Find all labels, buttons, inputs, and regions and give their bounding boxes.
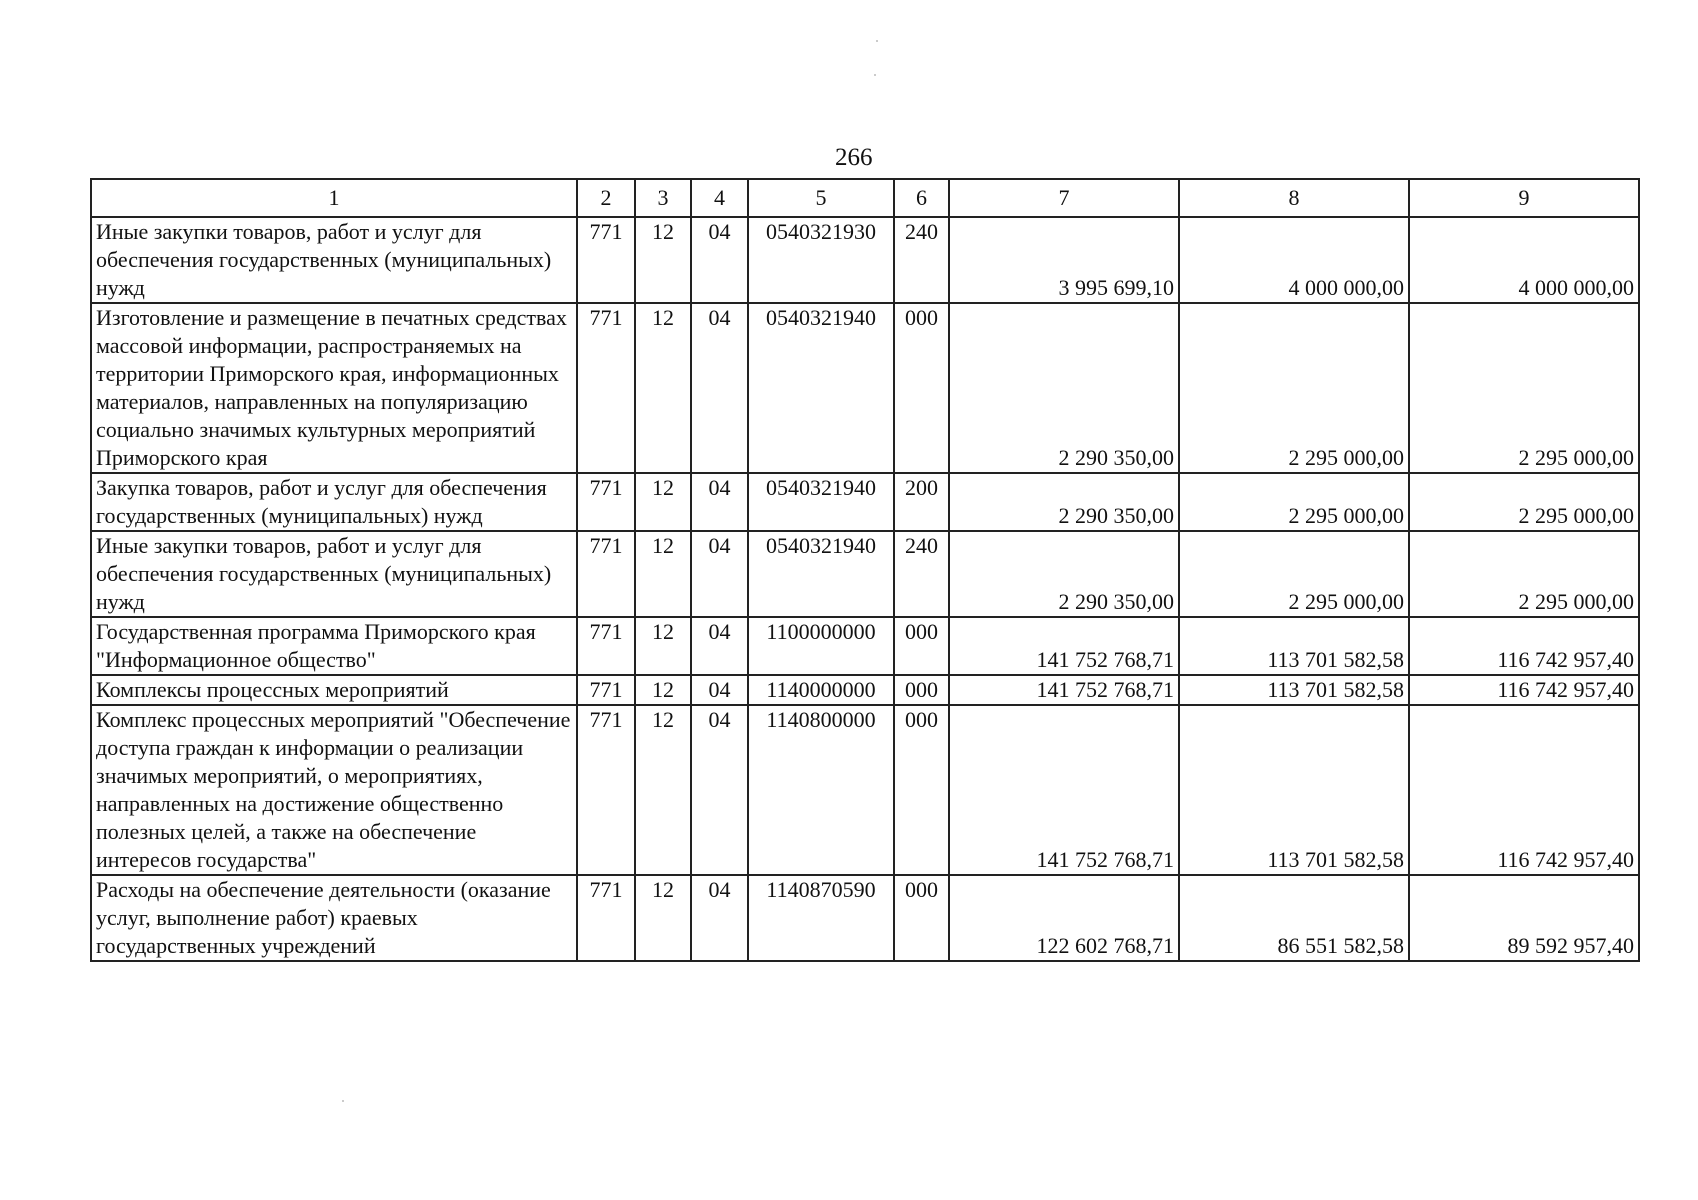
amount-col-9: 89 592 957,40 — [1409, 875, 1639, 961]
amount-col-8: 2 295 000,00 — [1179, 473, 1409, 531]
header-cell: 1 — [91, 179, 577, 217]
row-description: Иные закупки товаров, работ и услуг для обеспечения государственных (муниципальных) нужд — [91, 217, 577, 303]
budget-code-3: 12 — [635, 675, 691, 705]
table-row — [91, 217, 1639, 303]
scan-speck — [874, 74, 876, 76]
table-row — [91, 617, 1639, 675]
table-row — [91, 531, 1639, 617]
header-cell: 4 — [691, 179, 748, 217]
amount-col-7: 141 752 768,71 — [949, 705, 1179, 875]
budget-code-2: 771 — [577, 705, 635, 875]
amount-col-8: 2 295 000,00 — [1179, 531, 1409, 617]
amount-col-8: 113 701 582,58 — [1179, 617, 1409, 675]
table-row — [91, 875, 1639, 961]
amount-col-9: 2 295 000,00 — [1409, 473, 1639, 531]
expense-type-code: 000 — [894, 875, 949, 961]
budget-code-3: 12 — [635, 217, 691, 303]
amount-col-8: 2 295 000,00 — [1179, 303, 1409, 473]
target-article-code: 1140000000 — [748, 675, 894, 705]
target-article-code: 0540321940 — [748, 303, 894, 473]
table-row — [91, 705, 1639, 875]
row-description: Комплексы процессных мероприятий — [91, 675, 577, 705]
header-cell: 9 — [1409, 179, 1639, 217]
budget-code-4: 04 — [691, 617, 748, 675]
amount-col-8: 113 701 582,58 — [1179, 705, 1409, 875]
budget-code-3: 12 — [635, 875, 691, 961]
row-description: Иные закупки товаров, работ и услуг для обеспечения государственных (муниципальных) нужд — [91, 531, 577, 617]
target-article-code: 1140870590 — [748, 875, 894, 961]
budget-table — [90, 178, 1640, 962]
expense-type-code: 000 — [894, 705, 949, 875]
target-article-code: 0540321930 — [748, 217, 894, 303]
scan-speck — [876, 40, 878, 42]
expense-type-code: 240 — [894, 531, 949, 617]
expense-type-code: 000 — [894, 675, 949, 705]
budget-code-2: 771 — [577, 531, 635, 617]
amount-col-9: 2 295 000,00 — [1409, 531, 1639, 617]
budget-code-3: 12 — [635, 617, 691, 675]
amount-col-9: 2 295 000,00 — [1409, 303, 1639, 473]
amount-col-9: 116 742 957,40 — [1409, 705, 1639, 875]
expense-type-code: 000 — [894, 617, 949, 675]
header-cell: 2 — [577, 179, 635, 217]
budget-code-4: 04 — [691, 303, 748, 473]
budget-code-3: 12 — [635, 531, 691, 617]
table-header-row — [91, 179, 1639, 217]
target-article-code: 1100000000 — [748, 617, 894, 675]
amount-col-9: 116 742 957,40 — [1409, 675, 1639, 705]
table-row — [91, 303, 1639, 473]
amount-col-7: 2 290 350,00 — [949, 303, 1179, 473]
amount-col-9: 116 742 957,40 — [1409, 617, 1639, 675]
amount-col-8: 4 000 000,00 — [1179, 217, 1409, 303]
expense-type-code: 000 — [894, 303, 949, 473]
row-description: Комплекс процессных мероприятий "Обеспечение доступа граждан к информации о реализации значимых мероприятий, о мероприятиях, направленных на достижение общественно полезных целей, а также на обеспечение интересов государства" — [91, 705, 577, 875]
budget-code-4: 04 — [691, 473, 748, 531]
target-article-code: 0540321940 — [748, 473, 894, 531]
header-cell: 5 — [748, 179, 894, 217]
table-row — [91, 473, 1639, 531]
amount-col-7: 141 752 768,71 — [949, 675, 1179, 705]
budget-code-2: 771 — [577, 473, 635, 531]
amount-col-7: 3 995 699,10 — [949, 217, 1179, 303]
row-description: Закупка товаров, работ и услуг для обеспечения государственных (муниципальных) нужд — [91, 473, 577, 531]
amount-col-7: 2 290 350,00 — [949, 473, 1179, 531]
budget-code-2: 771 — [577, 217, 635, 303]
budget-code-2: 771 — [577, 303, 635, 473]
target-article-code: 0540321940 — [748, 531, 894, 617]
budget-code-4: 04 — [691, 217, 748, 303]
amount-col-7: 122 602 768,71 — [949, 875, 1179, 961]
budget-code-2: 771 — [577, 675, 635, 705]
budget-code-3: 12 — [635, 473, 691, 531]
budget-code-4: 04 — [691, 675, 748, 705]
budget-code-4: 04 — [691, 705, 748, 875]
amount-col-8: 86 551 582,58 — [1179, 875, 1409, 961]
row-description: Государственная программа Приморского края "Информационное общество" — [91, 617, 577, 675]
header-cell: 8 — [1179, 179, 1409, 217]
page-number: 266 — [835, 144, 873, 171]
budget-code-4: 04 — [691, 875, 748, 961]
table-row — [91, 675, 1639, 705]
expense-type-code: 200 — [894, 473, 949, 531]
target-article-code: 1140800000 — [748, 705, 894, 875]
budget-code-2: 771 — [577, 875, 635, 961]
row-description: Расходы на обеспечение деятельности (оказание услуг, выполнение работ) краевых государственных учреждений — [91, 875, 577, 961]
budget-code-4: 04 — [691, 531, 748, 617]
row-description: Изготовление и размещение в печатных средствах массовой информации, распространяемых на территории Приморского края, информационных материалов, направленных на популяризацию социально значимых культурных мероприятий Приморского края — [91, 303, 577, 473]
header-cell: 7 — [949, 179, 1179, 217]
amount-col-7: 2 290 350,00 — [949, 531, 1179, 617]
amount-col-7: 141 752 768,71 — [949, 617, 1179, 675]
expense-type-code: 240 — [894, 217, 949, 303]
budget-code-3: 12 — [635, 303, 691, 473]
header-cell: 6 — [894, 179, 949, 217]
budget-code-2: 771 — [577, 617, 635, 675]
header-cell: 3 — [635, 179, 691, 217]
scan-speck — [342, 1100, 344, 1102]
amount-col-8: 113 701 582,58 — [1179, 675, 1409, 705]
amount-col-9: 4 000 000,00 — [1409, 217, 1639, 303]
budget-code-3: 12 — [635, 705, 691, 875]
